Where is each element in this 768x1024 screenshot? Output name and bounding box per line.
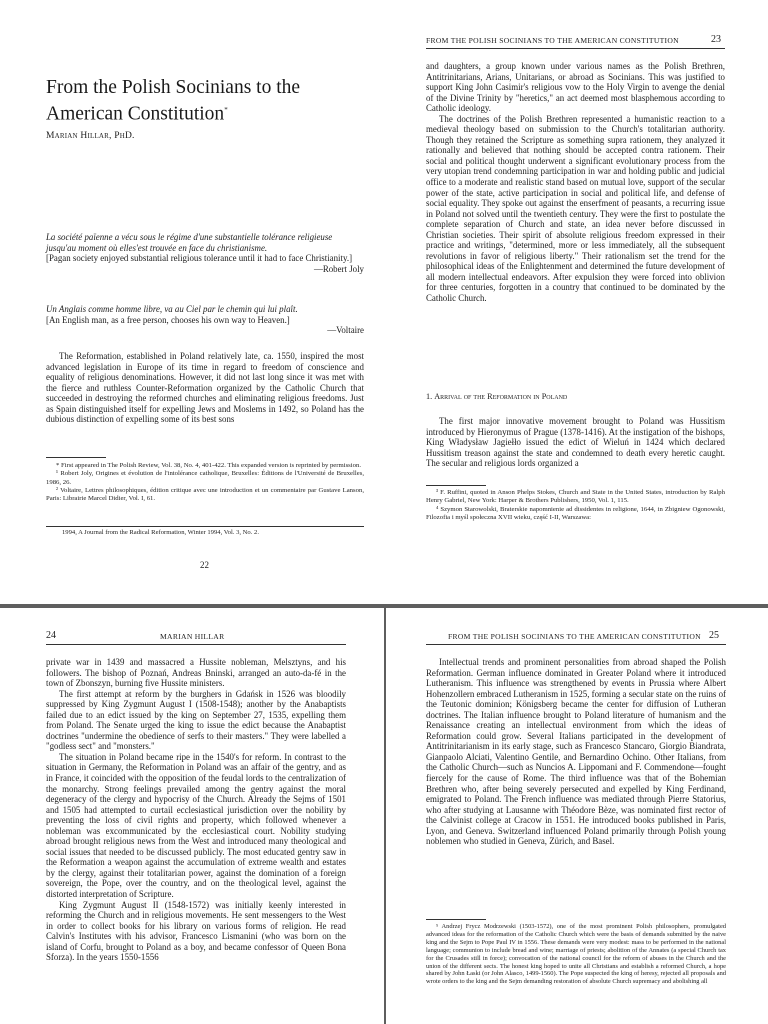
running-head: FROM THE POLISH SOCINIANS TO THE AMERICAN CONSTITUTION xyxy=(426,36,679,45)
paragraph: The doctrines of the Polish Brethren represented a humanistic reaction to a medieval theology based on submission to the Church's totalitarian authority. Though they retained the Scripture as something supra rationem, they analyzed it rationally and believed that nothing should be accepted contra rationem. Their social and political thought underwent a significant evolutionary process from the very utopian trend condemning participation in war and holding public and judicial office to a moderate and realistic stand based on mutual love, support of the secular power of the state, active participation in social and political life, and defense of social equality. They spoke out against the enserfment of peasants, a recurring issue in Poland not solved until the twentieth century. They were the first to postulate the complete separation of Church and state, an idea never before discussed in Christian societies. Their spirit of absolute religious freedom expressed in their practice and writings, "determined, more or less immediately, all the subsequent revolutions in favor of religious liberty." Their rationalism set the trend for the philosophical ideas of the Enlightenment and determined the future development of all modern intellectual endeavors. After expulsion they were forced into oblivion for three centuries, forgotten in a country that continued to be dominated by the Catholic Church. xyxy=(426,113,725,304)
page-number: 25 xyxy=(709,630,719,641)
page-25-footnotes xyxy=(426,923,726,986)
paragraph: The first attempt at reform by the burghers in Gdańsk in 1526 was bloodily suppressed by King Zygmunt August I (1508-1548); another by the Anabaptists failed due to an edict issued by the king on September 27, 1535, expelling them from Poland. The Senate urged the king to issue the edict because the Anabaptist doctrines "undermine the obedience of serfs to their masters." They were labelled a "godless sect" and "monsters." xyxy=(46,688,346,752)
right-footnotes xyxy=(426,489,725,522)
section-number: 1. xyxy=(426,392,433,401)
title-line-2: American Constitution* xyxy=(46,103,228,125)
title-footnote-mark: * xyxy=(224,106,228,114)
header-rule xyxy=(426,48,725,49)
paragraph: Intellectual trends and prominent personalities from abroad shaped the Polish Reformation. German influence dominated in Greater Poland where it introduced Lutheranism. This influence was strengthened by events in Prussia where Albert Hohenzollern embraced Lutheranism in 1525, forming a secular state on the ruins of the Teutonic dominion; Königsberg became the center for diffusion of Lutheran doctrines. The Italian influence brought to Poland literature of humanism and the Renaissance creating an intellectual environment from which the ideas of Reformation could grow. Several Italians participated in the development of Antitrinitarianism in its early stage, such as Francesco Stancaro, Giorgio Biandrata, Gianpaolo Alciati, Valentino Gentile, and Bernardino Ochino. Other Italians, from the Catholic Church—such as Nuncios A. Lippomani and F. Commendone—fought fiercely for the cause of Rome. The third influence was that of the Bohemian Brethren who, after being severely persecuted and expelled by King Ferdinand, emigrated to Poland. The French influence was mediated through Pierre Statorius, who after studying at Lausanne with Théodore Bèze, was nominated first rector of the Calvinist college at Cracow in 1551. He introduced books published in Paris, Lyon, and Geneva. Switzerland influenced Poland primarily through Polish young noblemen who studied in Geneva, Zürich, and Basel. xyxy=(426,657,726,847)
title-line-1: From the Polish Socinians to the xyxy=(46,77,301,98)
journal-line: 1994, A Journal from the Radical Reformation, Winter 1994, Vol. 3, No. 2. xyxy=(62,529,259,536)
epigraph-2-original: Un Anglais comme homme libre, va au Ciel par le chemin qui lui plaît. xyxy=(46,304,298,314)
paragraph: The Reformation, established in Poland relatively late, ca. 1550, inspired the most advanced legislation in Europe of its time in regard to freedom of conscience and equality of religious denominations. However, it did not last long since it was met with the fierce and ruthless Counter-Reformation organized by the Catholic Church that succeeded in destroying the reformed churches and eliminating religious freedoms. Just as Spain distinguished itself for expelling Jews and Moslems in 1492, so Poland has the dubious distinction of expelling some of its best sons xyxy=(46,351,364,425)
footnote: * First appeared in The Polish Review, Vol. 38, No. 4, 401-422. This expanded version is reprinted by permission. xyxy=(56,462,361,469)
epigraph-2-attribution: —Voltaire xyxy=(327,325,364,336)
paragraph: The first major innovative movement brought to Poland was Hussitism introduced by Hieronymus of Prague (1378-1416). At the instigation of the bishops, King Władysław Jagiełło issued the edict of Wieluń in 1424 which declared Hussitism treason against the state and condemned to death every heretic caught. The secular and religious lords organized a xyxy=(426,416,725,469)
running-head: FROM THE POLISH SOCINIANS TO THE AMERICAN CONSTITUTION xyxy=(448,632,701,641)
page-24 xyxy=(0,608,384,1024)
journal-rule xyxy=(46,526,364,527)
article-title xyxy=(46,77,376,126)
epigraph-1-translation: [Pagan society enjoyed substantial religious tolerance until it had to face Christianity.] xyxy=(46,253,353,264)
page-number: 24 xyxy=(46,630,56,641)
paragraph: The situation in Poland became ripe in the 1540's for reform. In contrast to the situation in Germany, the Reformation in Poland was an affair of the gentry, and as in France, it coincided with the opposition of the feudal lords to the centralization of the monarchy. Strong feelings prevailed among the gentry against the moral degeneracy of the clergy and hypocrisy of the Church. Already the Sejms of 1501 and 1505 had attempted to curtail ecclesiastical jurisdiction over the nobility by preventing the loss of civil rights and property, which followed whenever a nobleman was excommunicated by the ecclesiastical court. Nobility studying abroad brought religious news from the West and introduced many theological and social issues that needed to be discussed publicly. The most educated gentry saw in the Reformation a weapon against the accumulation of extreme wealth and estates by the clergy, against their totalitarian power, against the domination of a foreign sovereign, the Pope, over the country, and on the theological level, against the distorted interpretation of Scripture. xyxy=(46,751,346,900)
epigraph-2-translation: [An English man, as a free person, chooses his own way to Heaven.] xyxy=(46,314,290,325)
footnote-rule xyxy=(426,485,486,486)
paragraph: private war in 1439 and massacred a Hussite nobleman, Melsztyns, and his followers. The bishop of Poznań, Andreas Bninski, arranged an auto-da-fé in the town of Zbonszyn, burning five Hussite ministers. xyxy=(46,657,346,689)
epigraph-2 xyxy=(46,304,364,336)
epigraph-1 xyxy=(46,232,364,274)
epigraph-1-attribution: —Robert Joly xyxy=(313,263,364,274)
footnote: ³ F. Ruffini, quoted in Anson Phelps Stokes, Church and State in the United States, introduction by Ralph Henry Gabriel, New York: Harper & Brothers Publishers, 1950, Vol. 1, 115. xyxy=(426,489,725,505)
footnote: ⁵ Andrzej Frycz Modrzewski (1503-1572), one of the most prominent Polish philosophers, promulgated advanced ideas for the reformation of the Catholic Church which were the basis of demands submitted by the naive king and the Sejm to Pope Paul IV in 1556. These demands were very modest: mass to be performed in the national language; communion to include bread and wine; marriage of priests; abolition of the Annates (a special Church tax for the Crusades still in force); convocation of the national council for the reform of abuses in the Church and the union of the different sects. The honest king hoped to unite all Christians and establish a reformed Church, a hope shared by John Łaski (or John Alasco, 1499-1560). The Pope suspected the king of heresy, rejected all proposals and wrote orders to the king and the Sejm demanding restoration of absolute Church supremacy and abolishing all xyxy=(426,923,726,986)
page-25 xyxy=(386,608,768,1024)
left-footnotes xyxy=(46,462,364,503)
page-25-body xyxy=(426,657,726,847)
left-column-body xyxy=(46,351,364,425)
paragraph: King Zygmunt August II (1548-1572) was initially keenly interested in reforming the Church and in religious movements. He sent messengers to the West in order to collect books for his library on various forms of religion. He read Calvin's Institutes with his advisor, Francesco Lismanini (who was born on the island of Corfu, brought to Poland as a boy, and became confessor of Queen Bona Sforza). In the years 1550-1556 xyxy=(46,899,346,963)
page-number: 23 xyxy=(711,34,721,45)
footnote: ⁴ Szymon Starowolski, Braterskie napomnienie ad dissidentes in religione, 1644, in Zbigniew Ogonowski, Filozofia i myśl społeczna XVII wieku, część I-II, Warszawa: xyxy=(426,505,725,521)
section-heading xyxy=(426,392,567,401)
right-column-body-2 xyxy=(426,416,725,469)
bottom-folio: 22 xyxy=(200,560,209,570)
paragraph: and daughters, a group known under various names as the Polish Brethren, Antitrinitarians, Arians, Unitarians, or abroad as Socinians. This was justified to support King John Casimir's religious vow to the Holy Virgin to avenge the denial of the Divine Trinity by "heretics," an act deemed most blasphemous according to Catholic ideology. xyxy=(426,61,725,114)
footnote-rule xyxy=(46,457,106,458)
section-title: Arrival of the Reformation in Poland xyxy=(434,392,568,401)
footnote: ¹ Robert Joly, Origines et évolution de l'intolérance catholique, Bruxelles: Éditions de l'Université de Bruxelles, 1986, 26. xyxy=(46,470,364,486)
page-24-body xyxy=(46,657,346,963)
epigraph-1-original: La société païenne a vécu sous le régime d'une substantielle tolérance religieuse jusqu'au moment où elles'est trouvée en face du christianisme. xyxy=(46,232,333,253)
header-rule xyxy=(46,644,346,645)
header-rule xyxy=(426,644,726,645)
running-head: MARIAN HILLAR xyxy=(160,632,225,641)
right-column-body xyxy=(426,61,725,304)
footnote-rule xyxy=(426,919,486,920)
author-name: Marian Hillar, PhD. xyxy=(46,131,135,141)
footnote: ² Voltaire, Lettres philosophiques, édition critique avec une introduction et un commentaire par Gustave Lanson, Paris: Librairie Marcel Didier, Vol. I, 61. xyxy=(46,486,364,503)
